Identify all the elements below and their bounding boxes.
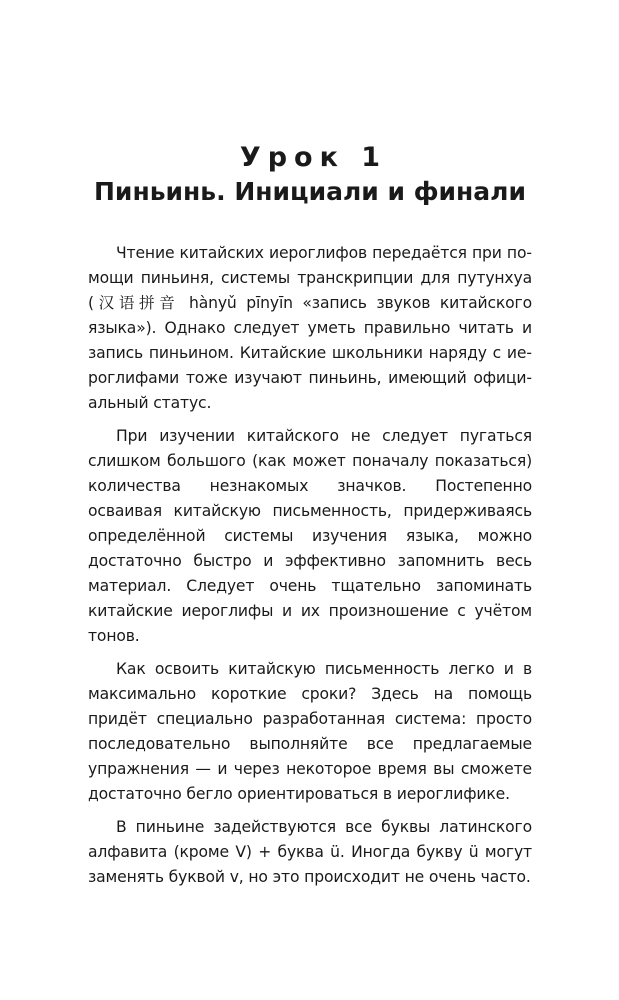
lesson-body bbox=[88, 241, 532, 898]
paragraph-pinyin-intro: Чтение китайских иероглифов передаётся при помощи пиньиня, системы транскрипции для путунхуа (汉语拼音 hànyǔ pīnyīn «запись звуков китайского языка»). Однако следует уметь правильно читать и запись пиньином. Китайские школьники наряду с иероглифами тоже изучают пиньинь, имеющий официальный статус. bbox=[88, 244, 532, 412]
paragraph-pinyin-letters: В пиньине задействуются все буквы латинского алфавита (кроме V) + буква ü. Иногда букву ü могут заменять буквой v, но это происходит не очень часто. bbox=[88, 818, 532, 886]
paragraph-learning-advice: При изучении китайского не следует пугаться слишком большого (как может поначалу показаться) количества незнакомых значков. Постепенно осваивая китайскую письменность, придерживаясь определённой системы изучения языка, можно достаточно быстро и эффективно запомнить весь материал. Следует очень тщательно запоминать китайские иероглифы и их произношение с учётом тонов. bbox=[88, 427, 532, 645]
book-page bbox=[88, 0, 532, 1000]
lesson-title: Пиньинь. Инициали и финали bbox=[94, 177, 526, 206]
paragraph-learning-system: Как освоить китайскую письменность легко и в максимально короткие сроки? Здесь на помощь придёт специально разработанная система: просто последовательно выполняйте все предлагаемые упражнения — и через некоторое время вы сможете достаточно бегло ориентироваться в иероглифике. bbox=[88, 660, 532, 803]
lesson-number: Урок 1 bbox=[239, 142, 388, 173]
